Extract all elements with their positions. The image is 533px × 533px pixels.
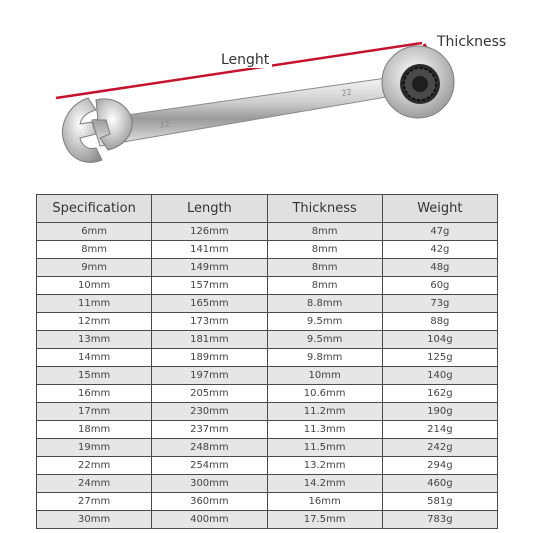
thickness-cell: 9.5mm xyxy=(267,331,382,349)
specification-cell: 24mm xyxy=(37,475,152,493)
wrench-dimension-diagram xyxy=(0,0,533,190)
table-row xyxy=(37,331,498,349)
table-row xyxy=(37,223,498,241)
thickness-cell: 8mm xyxy=(267,241,382,259)
specification-cell: 15mm xyxy=(37,367,152,385)
size-spec-table xyxy=(36,194,498,529)
specification-cell: 8mm xyxy=(37,241,152,259)
length-cell: 205mm xyxy=(152,385,267,403)
weight-cell: 190g xyxy=(382,403,497,421)
length-cell: 141mm xyxy=(152,241,267,259)
header-thickness: Thickness xyxy=(267,195,382,223)
thickness-cell: 10.6mm xyxy=(267,385,382,403)
wrench-marking-small: 22 xyxy=(159,119,171,130)
length-cell: 189mm xyxy=(152,349,267,367)
weight-cell: 140g xyxy=(382,367,497,385)
header-weight: Weight xyxy=(382,195,497,223)
thickness-cell: 8.8mm xyxy=(267,295,382,313)
thickness-cell: 8mm xyxy=(267,223,382,241)
table-row xyxy=(37,475,498,493)
table-row xyxy=(37,385,498,403)
table-row xyxy=(37,259,498,277)
thickness-cell: 11.3mm xyxy=(267,421,382,439)
table-header-row xyxy=(37,195,498,223)
table-row xyxy=(37,457,498,475)
length-cell: 181mm xyxy=(152,331,267,349)
specification-cell: 9mm xyxy=(37,259,152,277)
table-row xyxy=(37,511,498,529)
specification-cell: 30mm xyxy=(37,511,152,529)
length-cell: 157mm xyxy=(152,277,267,295)
thickness-cell: 11.5mm xyxy=(267,439,382,457)
table-row xyxy=(37,493,498,511)
weight-cell: 60g xyxy=(382,277,497,295)
weight-cell: 104g xyxy=(382,331,497,349)
length-cell: 248mm xyxy=(152,439,267,457)
wrench-marking-large: 22 xyxy=(341,87,353,98)
weight-cell: 162g xyxy=(382,385,497,403)
table-row xyxy=(37,439,498,457)
weight-cell: 47g xyxy=(382,223,497,241)
length-cell: 360mm xyxy=(152,493,267,511)
length-cell: 230mm xyxy=(152,403,267,421)
table-row xyxy=(37,367,498,385)
thickness-cell: 10mm xyxy=(267,367,382,385)
header-specification: Specification xyxy=(37,195,152,223)
thickness-cell: 8mm xyxy=(267,277,382,295)
thickness-cell: 8mm xyxy=(267,259,382,277)
weight-cell: 125g xyxy=(382,349,497,367)
specification-cell: 12mm xyxy=(37,313,152,331)
wrench-illustration xyxy=(0,0,533,190)
length-cell: 197mm xyxy=(152,367,267,385)
length-label: Lenght xyxy=(218,52,272,68)
length-cell: 254mm xyxy=(152,457,267,475)
weight-cell: 48g xyxy=(382,259,497,277)
thickness-cell: 14.2mm xyxy=(267,475,382,493)
table-row xyxy=(37,403,498,421)
length-cell: 400mm xyxy=(152,511,267,529)
length-cell: 149mm xyxy=(152,259,267,277)
weight-cell: 214g xyxy=(382,421,497,439)
weight-cell: 460g xyxy=(382,475,497,493)
specification-cell: 18mm xyxy=(37,421,152,439)
table-row xyxy=(37,349,498,367)
weight-cell: 242g xyxy=(382,439,497,457)
weight-cell: 581g xyxy=(382,493,497,511)
table-row xyxy=(37,313,498,331)
specification-cell: 17mm xyxy=(37,403,152,421)
length-cell: 165mm xyxy=(152,295,267,313)
table-row xyxy=(37,241,498,259)
weight-cell: 783g xyxy=(382,511,497,529)
specification-cell: 13mm xyxy=(37,331,152,349)
thickness-cell: 13.2mm xyxy=(267,457,382,475)
thickness-label: Thickness xyxy=(437,34,507,50)
specification-cell: 11mm xyxy=(37,295,152,313)
weight-cell: 88g xyxy=(382,313,497,331)
weight-cell: 42g xyxy=(382,241,497,259)
header-length: Length xyxy=(152,195,267,223)
weight-cell: 294g xyxy=(382,457,497,475)
table-row xyxy=(37,421,498,439)
thickness-cell: 17.5mm xyxy=(267,511,382,529)
length-cell: 237mm xyxy=(152,421,267,439)
specification-cell: 14mm xyxy=(37,349,152,367)
thickness-cell: 9.8mm xyxy=(267,349,382,367)
specification-cell: 6mm xyxy=(37,223,152,241)
specification-cell: 16mm xyxy=(37,385,152,403)
weight-cell: 73g xyxy=(382,295,497,313)
specification-cell: 27mm xyxy=(37,493,152,511)
table-row xyxy=(37,277,498,295)
length-cell: 126mm xyxy=(152,223,267,241)
table-body xyxy=(37,223,498,529)
thickness-cell: 11.2mm xyxy=(267,403,382,421)
table-row xyxy=(37,295,498,313)
length-cell: 173mm xyxy=(152,313,267,331)
specification-cell: 19mm xyxy=(37,439,152,457)
specification-cell: 10mm xyxy=(37,277,152,295)
thickness-cell: 9.5mm xyxy=(267,313,382,331)
specification-cell: 22mm xyxy=(37,457,152,475)
thickness-cell: 16mm xyxy=(267,493,382,511)
length-cell: 300mm xyxy=(152,475,267,493)
